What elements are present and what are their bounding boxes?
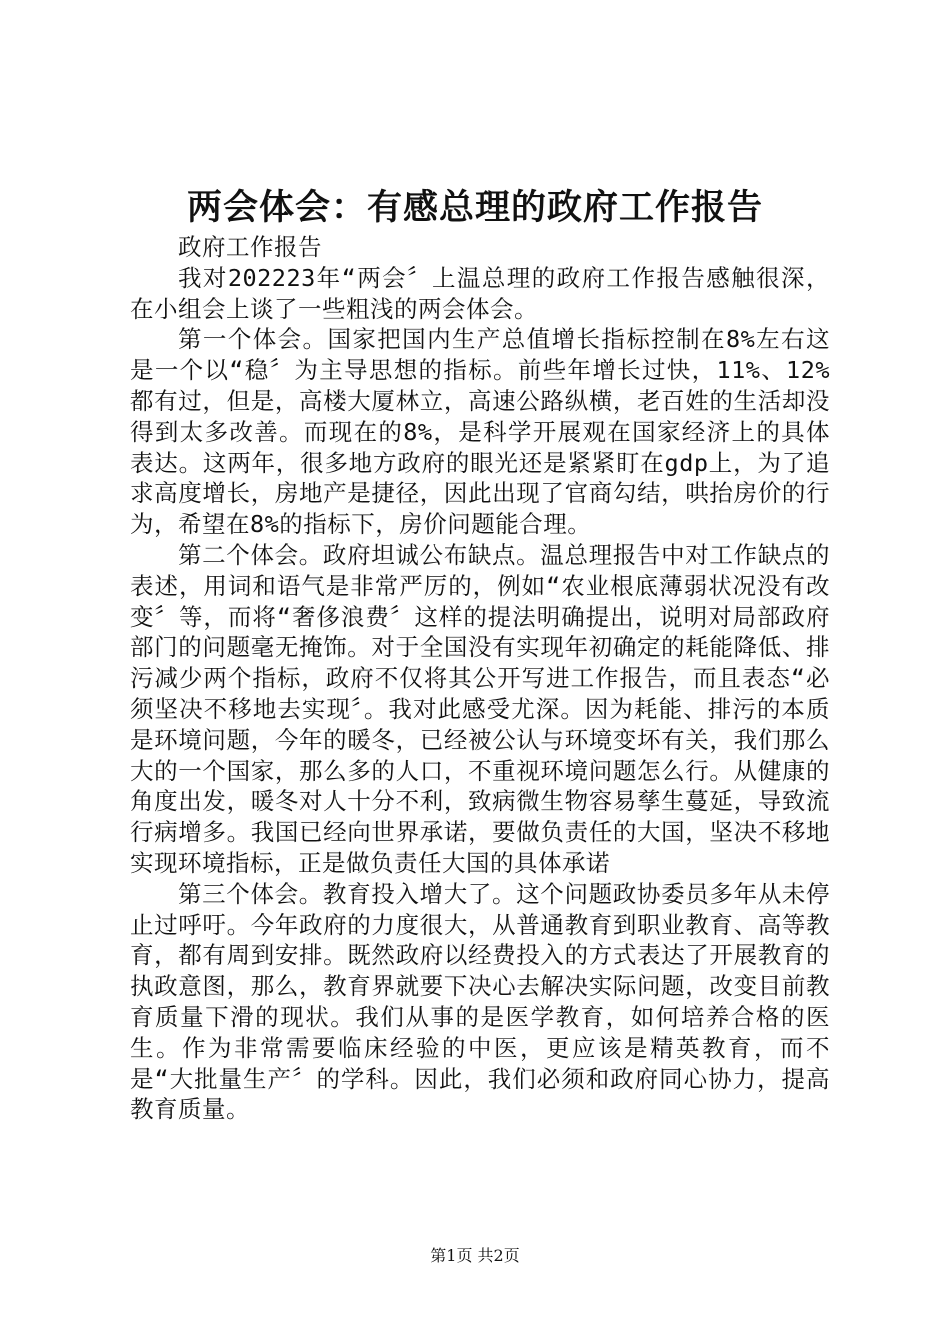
document-body [130,232,830,1125]
paragraph-second-point: 第二个体会。政府坦诚公布缺点。温总理报告中对工作缺点的表述，用词和语气是非常严厉的，例如“农业根底薄弱状况没有改变〞等，而将“奢侈浪费〞这样的提法明确提出，说明对局部政府部门的问题毫无掩饰。对于全国没有实现年初确定的耗能降低、排污减少两个指标，政府不仅将其公开写进工作报告，而且表态“必须坚决不移地去实现〞。我对此感受尤深。因为耗能、排污的本质是环境问题，今年的暖冬，已经被公认与环境变坏有关，我们那么大的一个国家，那么多的人口，不重视环境问题怎么行。从健康的角度出发，暖冬对人十分不利，致病微生物容易孳生蔓延，导致流行病增多。我国已经向世界承诺，要做负责任的大国，坚决不移地实现环境指标，正是做负责任大国的具体承诺 [130,540,830,877]
paragraph-intro: 我对202223年“两会〞上温总理的政府工作报告感触很深，在小组会上谈了一些粗浅的两会体会。 [130,263,830,323]
page-number-footer: 第1页 共2页 [430,1246,520,1265]
document-title: 两会体会：有感总理的政府工作报告 [186,187,763,228]
paragraph-subtitle: 政府工作报告 [178,233,322,261]
paragraph-third-point: 第三个体会。教育投入增大了。这个问题政协委员多年从未停止过呼吁。今年政府的力度很大，从普通教育到职业教育、高等教育，都有周到安排。既然政府以经费投入的方式表达了开展教育的执政意图，那么，教育界就要下决心去解决实际问题，改变目前教育质量下滑的现状。我们从事的是医学教育，如何培养合格的医生。作为非常需要临床经验的中医，更应该是精英教育，而不是“大批量生产〞的学科。因此，我们必须和政府同心协力，提高教育质量。 [130,879,830,1124]
paragraph-first-point: 第一个体会。国家把国内生产总值增长指标控制在8%左右这是一个以“稳〞为主导思想的指标。前些年增长过快，11%、12%都有过，但是，高楼大厦林立，高速公路纵横，老百姓的生活却没得到太多改善。而现在的8%，是科学开展观在国家经济上的具体表达。这两年，很多地方政府的眼光还是紧紧盯在gdp上，为了追求高度增长，房地产是捷径，因此出现了官商勾结，哄抬房价的行为，希望在8%的指标下，房价问题能合理。 [130,325,830,539]
